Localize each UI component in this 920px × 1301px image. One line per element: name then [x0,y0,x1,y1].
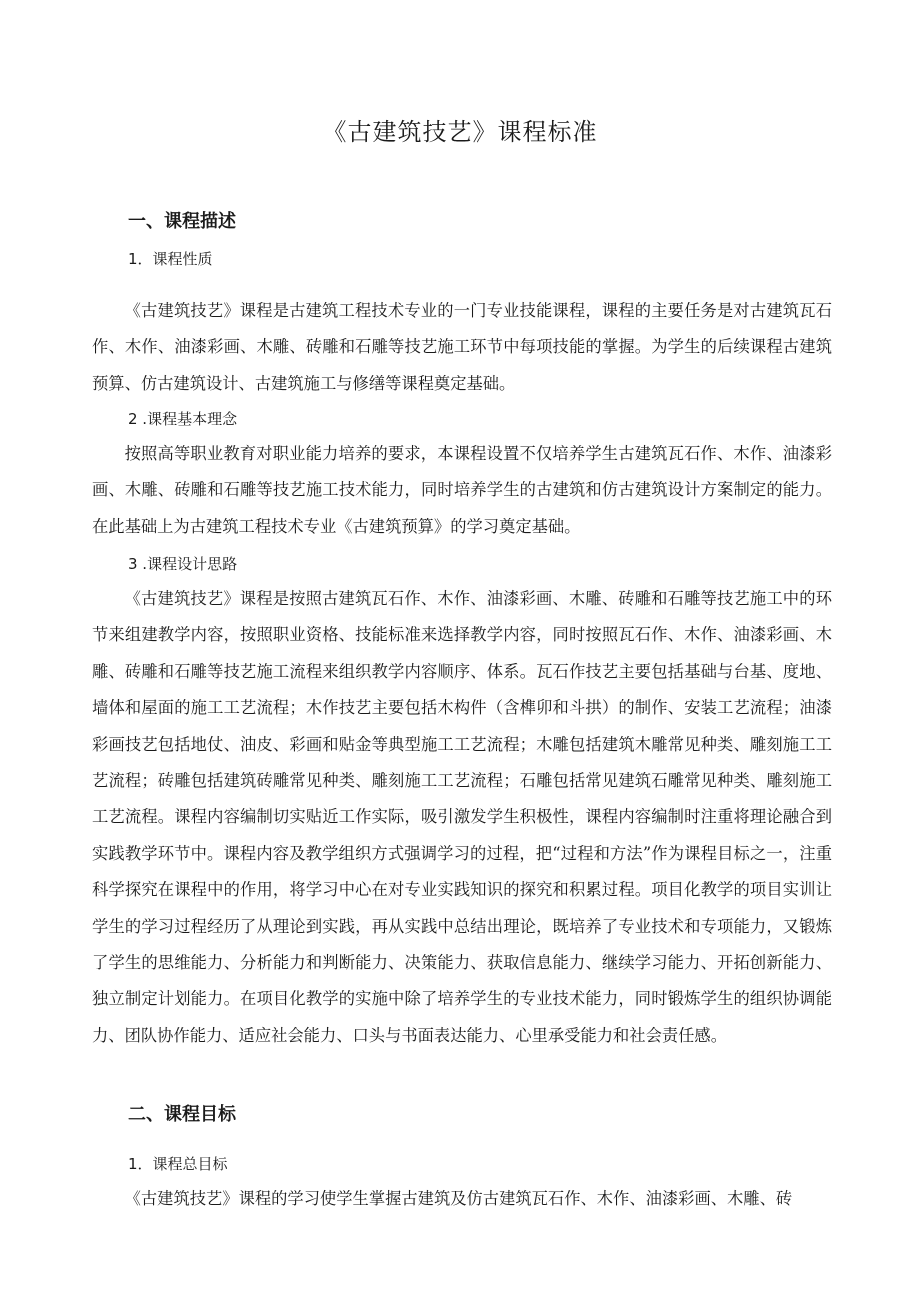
paragraph-course-nature: 《古建筑技艺》课程是古建筑工程技术专业的一门专业技能课程，课程的主要任务是对古建筑瓦石作、木作、油漆彩画、木雕、砖雕和石雕等技艺施工环节中每项技能的掌握。为学生的后续课程古建筑预算、仿古建筑设计、古建筑施工与修缮等课程奠定基础。 [92,301,832,393]
subsection-heading-course-nature: 1．课程性质 [128,250,213,268]
subsection-heading-overall-objective: 1．课程总目标 [128,1155,228,1173]
subsection-heading-basic-concept: 2 .课程基本理念 [128,410,238,428]
paragraph-basic-concept: 按照高等职业教育对职业能力培养的要求，本课程设置不仅培养学生古建筑瓦石作、木作、油漆彩画、木雕、砖雕和石雕等技艺施工技术能力，同时培养学生的古建筑和仿古建筑设计方案制定的能力。在此基础上为古建筑工程技术专业《古建筑预算》的学习奠定基础。 [92,444,832,536]
section-heading-course-objectives: 二、课程目标 [128,1104,236,1125]
section-heading-course-description: 一、课程描述 [128,211,236,232]
paragraph-design-approach: 《古建筑技艺》课程是按照古建筑瓦石作、木作、油漆彩画、木雕、砖雕和石雕等技艺施工中的环节来组建教学内容，按照职业资格、技能标准来选择教学内容，同时按照瓦石作、木作、油漆彩画、木雕、砖雕和石雕等技艺施工流程来组织教学内容顺序、体系。瓦石作技艺主要包括基础与台基、度地、墙体和屋面的施工工艺流程；木作技艺主要包括木构件（含榫卯和斗拱）的制作、安装工艺流程；油漆彩画技艺包括地仗、油皮、彩画和贴金等典型施工工艺流程；木雕包括建筑木雕常见种类、雕刻施工工艺流程；砖雕包括建筑砖雕常见种类、雕刻施工工艺流程；石雕包括常见建筑石雕常见种类、雕刻施工工艺流程。课程内容编制切实贴近工作实际，吸引激发学生积极性，课程内容编制时注重将理论融合到实践教学环节中。课程内容及教学组织方式强调学习的过程，把“过程和方法”作为课程目标之一，注重科学探究在课程中的作用，将学习中心在对专业实践知识的探究和积累过程。项目化教学的项目实训让学生的学习过程经历了从理论到实践，再从实践中总结出理论，既培养了专业技术和专项能力，又锻炼了学生的思维能力、分析能力和判断能力、决策能力、获取信息能力、继续学习能力、开拓创新能力、独立制定计划能力。在项目化教学的实施中除了培养学生的专业技术能力，同时锻炼学生的组织协调能力、团队协作能力、适应社会能力、口头与书面表达能力、心里承受能力和社会责任感。 [92,589,832,1045]
subsection-heading-design-approach: 3 .课程设计思路 [128,555,238,573]
document-title: 《古建筑技艺》课程标准 [322,118,598,146]
paragraph-overall-objective: 《古建筑技艺》课程的学习使学生掌握古建筑及仿古建筑瓦石作、木作、油漆彩画、木雕、砖 [124,1189,793,1208]
